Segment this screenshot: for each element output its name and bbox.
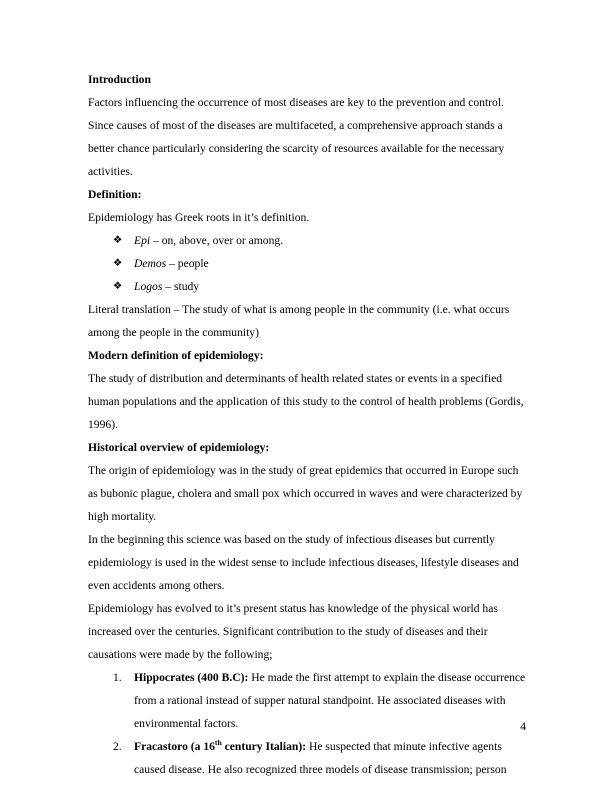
paragraph-scope-of-epidemiology: In the beginning this science was based on the study of infectious diseases but currently epidemiology is used in the widest sense to include infectious diseases, lifestyle diseases and even accidents among others. bbox=[88, 533, 519, 592]
contributor-name-tail: century Italian): bbox=[221, 740, 307, 753]
greek-gloss: – study bbox=[165, 280, 200, 293]
diamond-bullet-icon: ❖ bbox=[113, 280, 123, 292]
contributor-name: Fracastoro (a 16 bbox=[134, 740, 215, 753]
list-item bbox=[88, 735, 526, 781]
diamond-bullet-icon: ❖ bbox=[113, 234, 123, 246]
contributor-description: He suspected that minute infective agents caused disease. He also recognized three models of disease transmission; person bbox=[134, 740, 507, 776]
list-item bbox=[88, 229, 526, 252]
paragraph-greek-roots-intro: Epidemiology has Greek roots in it’s definition. bbox=[88, 211, 310, 224]
ordinal-suffix: th bbox=[214, 738, 222, 748]
page-body bbox=[88, 68, 526, 781]
greek-roots-list bbox=[88, 229, 526, 298]
paragraph-introduction: Factors influencing the occurrence of most diseases are key to the prevention and control. Since causes of most of the diseases are multifaceted, a comprehensive approach stands a better chance particularly considering the scarcity of resources available for the necessary activities. bbox=[88, 96, 505, 178]
page-number: 4 bbox=[520, 720, 526, 733]
section-heading-introduction: Introduction bbox=[88, 73, 151, 86]
contributor-description: He made the first attempt to explain the disease occurrence from a rational instead of supper natural standpoint. He associated diseases with environmental factors. bbox=[134, 671, 526, 730]
paragraph-evolution-of-epidemiology: Epidemiology has evolved to it’s present status has knowledge of the physical world has increased over the centuries. Significant contribution to the study of diseases and their causations were made by the following; bbox=[88, 602, 498, 661]
section-heading-definition: Definition: bbox=[88, 188, 142, 201]
greek-term: Demos bbox=[134, 257, 167, 270]
list-item bbox=[88, 275, 526, 298]
greek-gloss: – on, above, over or among. bbox=[153, 234, 284, 247]
paragraph-origin-of-epidemiology: The origin of epidemiology was in the study of great epidemics that occurred in Europe such as bubonic plague, cholera and small pox which occurred in waves and were characterized by high mortality. bbox=[88, 464, 523, 523]
paragraph-modern-definition: The study of distribution and determinants of health related states or events in a specified human populations and the application of this study to the control of health problems (Gordis, 1996). bbox=[88, 372, 524, 431]
greek-term: Epi bbox=[134, 234, 151, 247]
section-heading-historical-overview: Historical overview of epidemiology: bbox=[88, 441, 270, 454]
list-number: 1. bbox=[113, 671, 122, 684]
list-number: 2. bbox=[113, 740, 122, 753]
list-item bbox=[88, 252, 526, 275]
diamond-bullet-icon: ❖ bbox=[113, 257, 123, 269]
greek-gloss: – people bbox=[169, 257, 209, 270]
contributor-name: Hippocrates (400 B.C): bbox=[134, 671, 249, 684]
paragraph-literal-translation: Literal translation – The study of what is among people in the community (i.e. what occurs among the people in the community) bbox=[88, 303, 510, 339]
section-heading-modern-definition: Modern definition of epidemiology: bbox=[88, 349, 264, 362]
greek-term: Logos bbox=[134, 280, 163, 293]
